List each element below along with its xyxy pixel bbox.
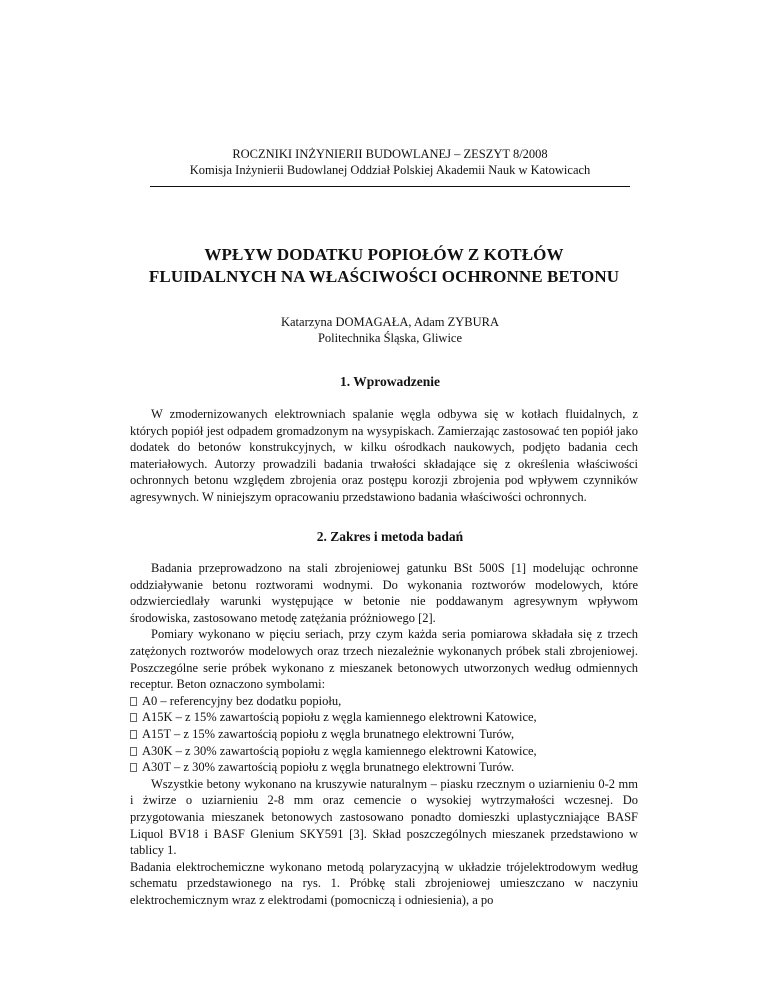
affiliation: Politechnika Śląska, Gliwice: [317, 331, 463, 345]
journal-header: [150, 146, 630, 178]
section-1-heading: 1. Wprowadzenie: [339, 374, 440, 389]
journal-name: ROCZNIKI INŻYNIERII BUDOWLANEJ – ZESZYT 8/2008: [232, 147, 548, 161]
list-item: A15T – z 15% zawartością popiołu z węgla brunatnego elektrowni Turów,: [130, 726, 638, 743]
checkbox-bullet-icon: [130, 730, 137, 739]
author-block: [150, 314, 630, 346]
article-title: [120, 244, 648, 288]
checkbox-bullet-icon: [130, 763, 137, 772]
section-2-paragraph-2: Pomiary wykonano w pięciu seriach, przy czym każda seria pomiarowa składała się z trzech zatężonych roztworów modelowych oraz trzech niezależnie wykonanych próbek stali zbrojeniowej. Poszczególne serie próbek wykonano z mieszanek betonowych utworzonych według odmiennych receptur. Beton oznaczono symbolami:: [130, 627, 638, 692]
section-2-paragraph-1: Badania przeprowadzono na stali zbrojeniowej gatunku BSt 500S [1] modelując ochronne oddziaływanie betonu roztworami wodnymi. Do wykonania roztworów modelowych, które odzwierciedlały warunki występujące w betonie nie poddawanym agresywnym wpływom środowiska, zastosowano metodę zatężania próżniowego [2].: [130, 561, 638, 625]
list-item: A30K – z 30% zawartością popiołu z węgla kamiennego elektrowni Katowice,: [130, 743, 638, 760]
header-divider: [150, 186, 630, 187]
section-1-paragraph: W zmodernizowanych elektrowniach spalanie węgla odbywa się w kotłach fluidalnych, z których popiół jest odpadem gromadzonym na wysypiskach. Zamierzając zastosować ten popiół jako dodatek do betonów konstrukcyjnych, w kilku ośrodkach naukowych, podjęto badania cech materiałowych. Autorzy prowadzili badania trwałości składające się z określenia właściwości ochronnych betonu względem zbrojenia oraz postępu korozji zbrojenia pod wpływem czynników agresywnych. W niniejszym opracowaniu przedstawiono badania właściwości ochronnych.: [130, 407, 638, 504]
section-2-heading: 2. Zakres i metoda badań: [316, 529, 464, 544]
checkbox-bullet-icon: [130, 747, 137, 756]
title-line-2: FLUIDALNYCH NA WŁAŚCIWOŚCI OCHRONNE BETONU: [148, 267, 620, 286]
authors: Katarzyna DOMAGAŁA, Adam ZYBURA: [280, 315, 500, 329]
list-item: A0 – referencyjny bez dodatku popiołu,: [130, 693, 638, 710]
title-line-1: WPŁYW DODATKU POPIOŁÓW Z KOTŁÓW: [204, 245, 564, 264]
concrete-symbol-list: [130, 693, 638, 776]
section-2-paragraph-4: Badania elektrochemiczne wykonano metodą polaryzacyjną w układzie trójelektrodowym według schematu przedstawionego na rys. 1. Próbkę stali zbrojeniowej umieszczano w naczyniu elektrochemicznym wraz z elektrodami (pomocniczą i odniesienia), a po: [130, 859, 638, 907]
section-2-body: [130, 560, 638, 908]
checkbox-bullet-icon: [130, 713, 137, 722]
checkbox-bullet-icon: [130, 697, 137, 706]
list-item: A30T – z 30% zawartością popiołu z węgla brunatnego elektrowni Turów.: [130, 759, 638, 776]
committee-name: Komisja Inżynierii Budowlanej Oddział Polskiej Akademii Nauk w Katowicach: [189, 163, 591, 177]
list-item: A15K – z 15% zawartością popiołu z węgla kamiennego elektrowni Katowice,: [130, 709, 638, 726]
section-2-paragraph-3: Wszystkie betony wykonano na kruszywie naturalnym – piasku rzecznym o uziarnieniu 0-2 mm i żwirze o uziarnieniu 2-8 mm oraz cemencie o wysokiej wytrzymałości wczesnej. Do przygotowania mieszanek betonowych zastosowano ponadto domieszki uplastyczniające BASF Liquol BV18 i BASF Glenium SKY591 [3]. Skład poszczególnych mieszanek przedstawiono w tablicy 1.: [130, 776, 638, 858]
section-1-body: [130, 406, 638, 506]
